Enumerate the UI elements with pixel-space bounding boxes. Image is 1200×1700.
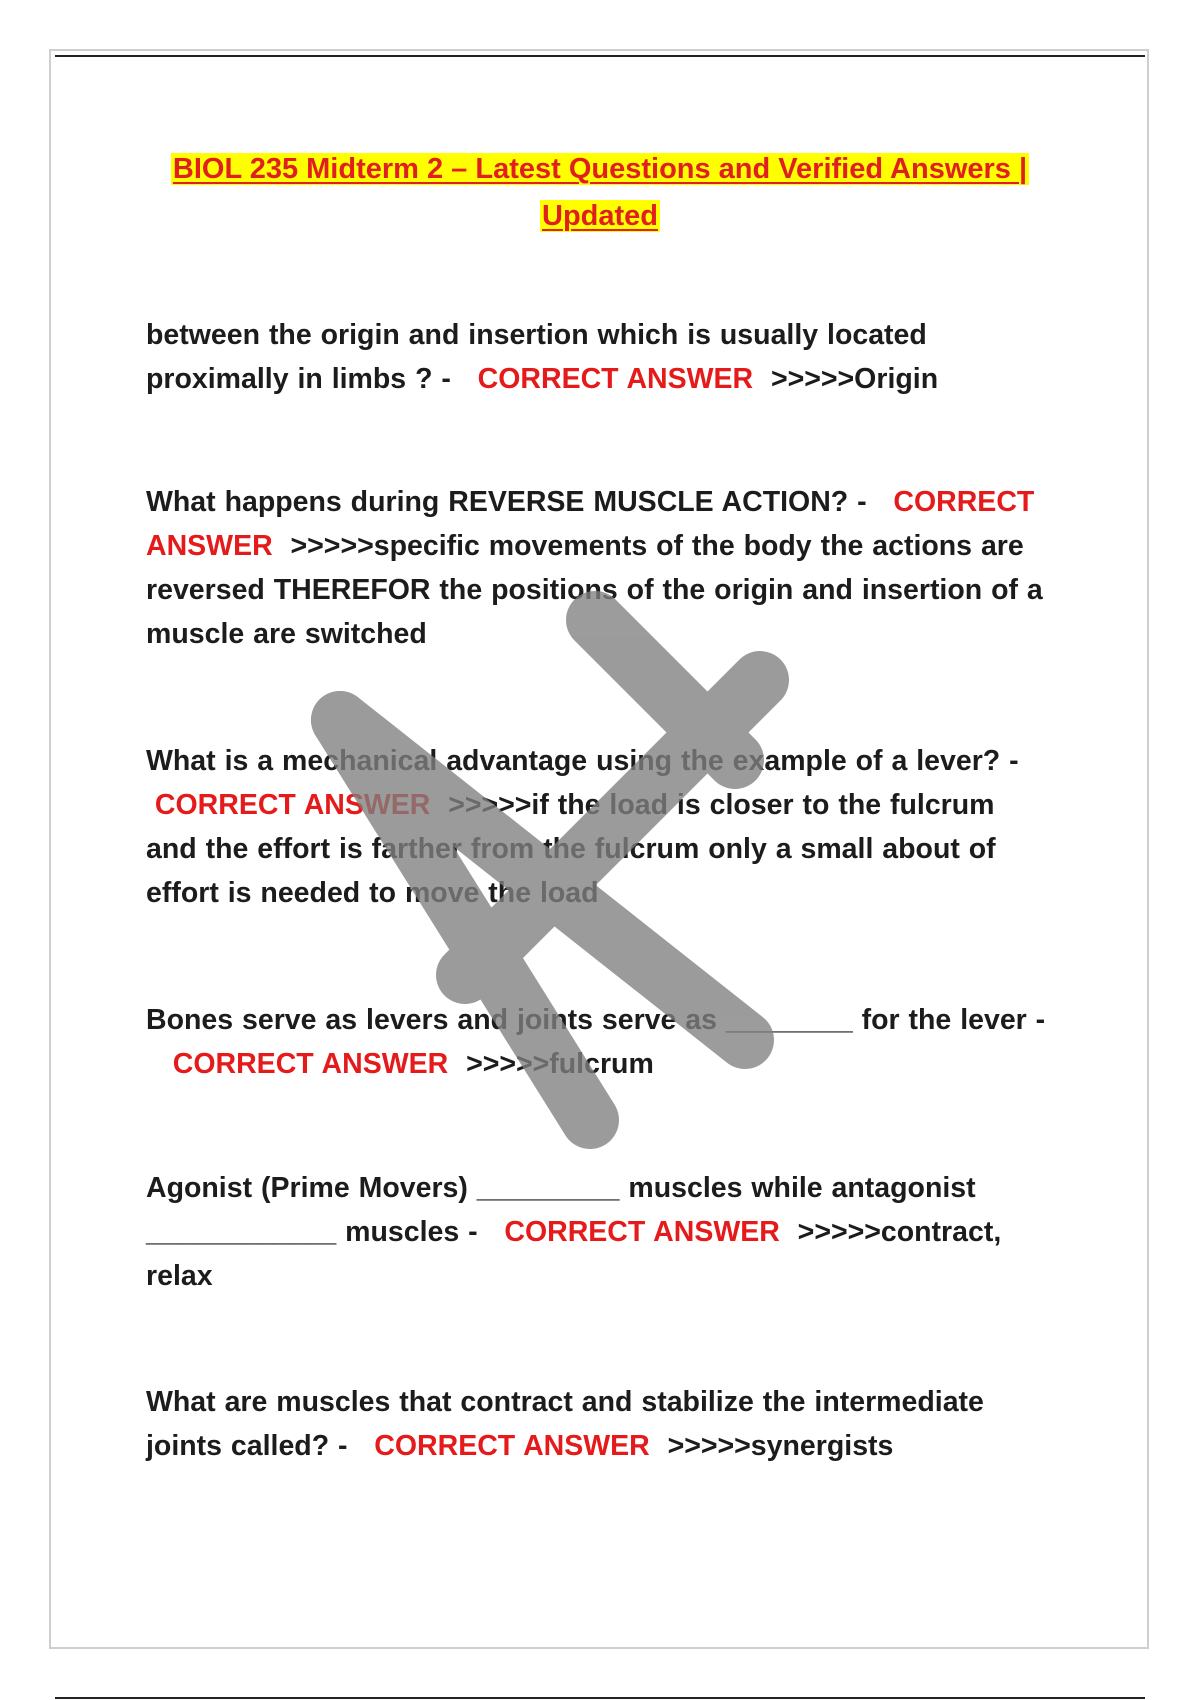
document-title bbox=[100, 146, 1100, 240]
answer-text: >>>>>fulcrum bbox=[466, 1048, 654, 1080]
question-text: What is a mechanical advantage using the example of a lever? - bbox=[146, 745, 1019, 777]
question-text: Agonist (Prime Movers) _________ muscles while antagonist ____________ muscles - bbox=[146, 1172, 976, 1248]
correct-answer-label: CORRECT ANSWER bbox=[374, 1430, 650, 1462]
qa-item-6 bbox=[146, 1380, 1051, 1468]
qa-item-4 bbox=[146, 998, 1051, 1086]
qa-item-1 bbox=[146, 313, 1051, 401]
qa-item-2 bbox=[146, 480, 1051, 656]
correct-answer-label: CORRECT ANSWER bbox=[504, 1216, 780, 1248]
answer-text: >>>>>if the load is closer to the fulcrum and the effort is farther from the fulcrum only a small about of effort is needed to move the load bbox=[146, 789, 996, 909]
correct-answer-label: CORRECT ANSWER bbox=[146, 486, 1035, 562]
correct-answer-label: CORRECT ANSWER bbox=[477, 363, 754, 395]
qa-item-5 bbox=[146, 1166, 1051, 1298]
title-line-2: Updated bbox=[542, 200, 658, 232]
answer-text: >>>>>synergists bbox=[667, 1430, 894, 1462]
correct-answer-label: CORRECT ANSWER bbox=[172, 1048, 449, 1080]
correct-answer-label: CORRECT ANSWER bbox=[154, 789, 431, 821]
title-line-1: BIOL 235 Midterm 2 – Latest Questions and Verified Answers | bbox=[172, 153, 1028, 185]
question-text: between the origin and insertion which is usually located proximally in limbs ? - bbox=[146, 319, 927, 395]
top-rule bbox=[55, 55, 1145, 57]
answer-text: >>>>>Origin bbox=[770, 363, 939, 395]
question-text: Bones serve as levers and joints serve as ________ for the lever - bbox=[146, 1004, 1046, 1036]
question-text: What are muscles that contract and stabilize the intermediate joints called? - bbox=[146, 1386, 984, 1462]
answer-text: >>>>>specific movements of the body the actions are reversed THEREFOR the positions of the origin and insertion of a muscle are switched bbox=[146, 530, 1043, 650]
question-text: What happens during REVERSE MUSCLE ACTION? - bbox=[146, 486, 867, 518]
bottom-rule bbox=[55, 1697, 1145, 1699]
qa-item-3 bbox=[146, 739, 1051, 915]
answer-text: >>>>>contract, relax bbox=[146, 1216, 1002, 1292]
